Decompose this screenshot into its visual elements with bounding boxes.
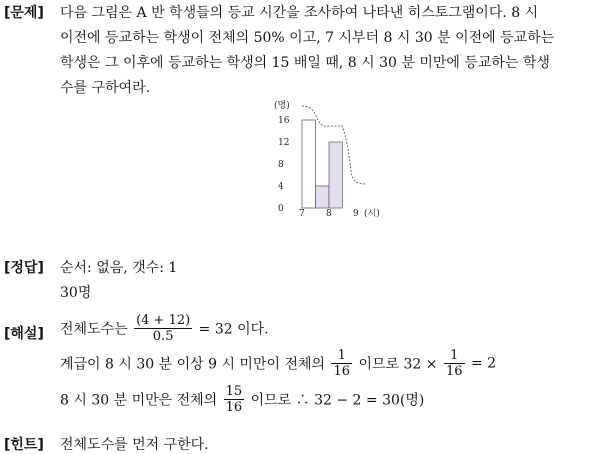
problem-line-2: 이전에 등교하는 학생이 전체의 50% 이고, 7 시부터 8 시 30 분 이전에 등교하는: [60, 30, 555, 46]
x-tick-label: 8: [326, 209, 332, 219]
fraction-numerator: 1: [331, 348, 352, 364]
fraction: [444, 348, 465, 379]
histogram-chart: [266, 96, 396, 221]
problem-line-3: 학생은 그 이후에 등교하는 학생의 15 배일 때, 8 시 30 분 미만에 등교하는 학생: [60, 55, 550, 71]
fraction-denominator: 0.5: [152, 329, 174, 344]
fraction-denominator: 16: [333, 364, 351, 379]
histogram-bar: [302, 120, 316, 208]
solution-3-suffix: 이므로 ∴ 32 − 2 = 30(명): [250, 392, 425, 409]
solution-3-prefix: 8 시 30 분 미만은 전체의: [60, 392, 218, 409]
problem-line-4: 수를 구하여라.: [60, 80, 151, 96]
histogram-bar: [329, 142, 343, 208]
problem-line-1: 다음 그림은 A 반 학생들의 등교 시간을 조사하여 나타낸 히스토그램이다. 8 시: [60, 5, 539, 21]
solution-line-3: [60, 384, 424, 415]
solution-line-1: [60, 313, 269, 344]
x-tick-label: 7: [299, 209, 305, 219]
hint-tag: [힌트]: [4, 437, 44, 453]
fraction-denominator: 16: [225, 400, 243, 415]
x-tick-label: 9: [353, 209, 359, 219]
y-tick-label: 12: [278, 138, 290, 148]
solution-2-suffix: = 2: [470, 355, 497, 372]
fraction-numerator: 15: [225, 384, 243, 399]
fraction-numerator: (4 + 12): [136, 313, 191, 328]
answer-tag: [정답]: [4, 260, 44, 276]
y-axis-label: (명): [274, 101, 290, 111]
y-tick-label: 16: [278, 116, 290, 126]
fraction-denominator: 16: [445, 364, 463, 379]
solution-line-2: [60, 348, 496, 379]
x-axis-label: (시): [364, 209, 380, 219]
fraction: [224, 384, 245, 415]
answer-line-2: 30명: [60, 285, 92, 301]
solution-2-mid: 이므로 32 ×: [358, 356, 438, 373]
solution-tag: [해설]: [4, 326, 44, 342]
problem-tag: [문제]: [4, 5, 44, 21]
y-tick-label: 0: [278, 204, 284, 214]
y-tick-label: 8: [278, 160, 284, 170]
answer-line-1: 순서: 없음, 갯수: 1: [60, 260, 178, 276]
solution-2-prefix: 계급이 8 시 30 분 이상 9 시 미만이 전체의: [60, 356, 326, 373]
fraction: [134, 313, 192, 344]
fraction: [331, 348, 352, 379]
histogram-bar: [316, 186, 330, 208]
hint-text: 전체도수를 먼저 구한다.: [60, 437, 209, 453]
solution-1-suffix: = 32 이다.: [198, 321, 269, 338]
solution-1-prefix: 전체도수는: [60, 321, 128, 338]
fraction-numerator: 1: [444, 348, 465, 364]
y-tick-label: 4: [278, 182, 284, 192]
